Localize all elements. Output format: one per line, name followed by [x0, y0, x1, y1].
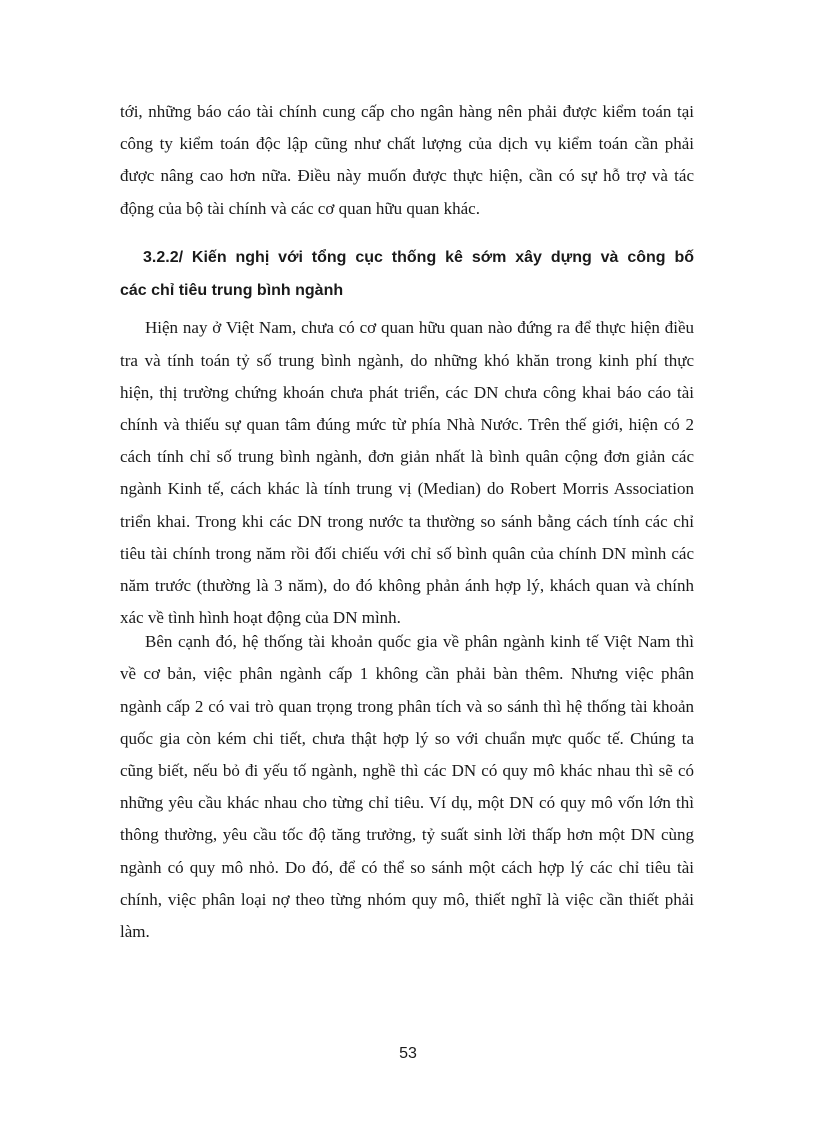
text-line: Bên cạnh đó, hệ thống tài khoản quốc gia về phân ngành kinh tế Việt Nam thì: [145, 632, 694, 651]
text-line: những yêu cầu khác nhau cho từng chỉ tiêu. Ví dụ, một DN có quy mô vốn lớn thì: [120, 793, 694, 812]
text-line: động của bộ tài chính và các cơ quan hữu quan khác.: [120, 199, 480, 218]
text-line: tiêu tài chính trong năm rồi đối chiếu với chỉ số bình quân của chính DN mình các: [120, 544, 694, 563]
text-line: được nâng cao hơn nữa. Điều này muốn được thực hiện, cần có sự hỗ trợ và tác: [120, 166, 694, 185]
text-line: ngành có quy mô nhỏ. Do đó, để có thể so sánh một cách hợp lý các chỉ tiêu tài: [120, 858, 694, 877]
text-line: năm trước (thường là 3 năm), do đó không phản ánh hợp lý, khách quan và chính: [120, 576, 694, 595]
text-line: quốc gia còn kém chi tiết, chưa thật hợp lý so với chuẩn mực quốc tế. Chúng ta: [120, 729, 694, 748]
text-line: thông thường, yêu cầu tốc độ tăng trưởng, tỷ suất sinh lời thấp hơn một DN cùng: [120, 825, 694, 844]
text-line: công ty kiểm toán độc lập cũng như chất lượng của dịch vụ kiểm toán cần phải: [120, 134, 694, 153]
text-line: ngành cấp 2 có vai trò quan trọng trong phân tích và so sánh thì hệ thống tài khoản: [120, 697, 694, 716]
section-heading-line: 3.2.2/ Kiến nghị với tổng cục thống kê sớm xây dựng và công bố: [143, 249, 694, 266]
page-number: 53: [399, 1045, 417, 1062]
text-line: làm.: [120, 922, 150, 941]
text-line: cách tính chỉ số trung bình ngành, đơn giản nhất là bình quân cộng đơn giản các: [120, 447, 694, 466]
text-line: cũng biết, nếu bỏ đi yếu tố ngành, nghề thì các DN có quy mô khác nhau thì sẽ có: [120, 761, 694, 780]
text-line: chính và thiếu sự quan tâm đúng mức từ phía Nhà Nước. Trên thế giới, hiện có 2: [120, 415, 694, 434]
text-line: ngành Kinh tế, cách khác là tính trung vị (Median) do Robert Morris Association: [120, 479, 694, 498]
text-line: triển khai. Trong khi các DN trong nước ta thường so sánh bằng cách tính các chỉ: [120, 512, 694, 531]
text-line: xác về tình hình hoạt động của DN mình.: [120, 608, 401, 627]
text-line: hiện, thị trường chứng khoán chưa phát triển, các DN chưa công khai báo cáo tài: [120, 383, 694, 402]
text-line: Hiện nay ở Việt Nam, chưa có cơ quan hữu quan nào đứng ra để thực hiện điều: [145, 318, 694, 337]
text-line: tra và tính toán tỷ số trung bình ngành, do những khó khăn trong kinh phí thực: [120, 351, 694, 370]
text-line: chính, việc phân loại nợ theo từng nhóm quy mô, thiết nghĩ là việc cần thiết phải: [120, 890, 694, 909]
text-line: về cơ bản, việc phân ngành cấp 1 không cần phải bàn thêm. Nhưng việc phân: [120, 664, 694, 683]
text-line: tới, những báo cáo tài chính cung cấp cho ngân hàng nên phải được kiểm toán tại: [120, 102, 694, 121]
section-heading-line: các chỉ tiêu trung bình ngành: [120, 282, 344, 299]
